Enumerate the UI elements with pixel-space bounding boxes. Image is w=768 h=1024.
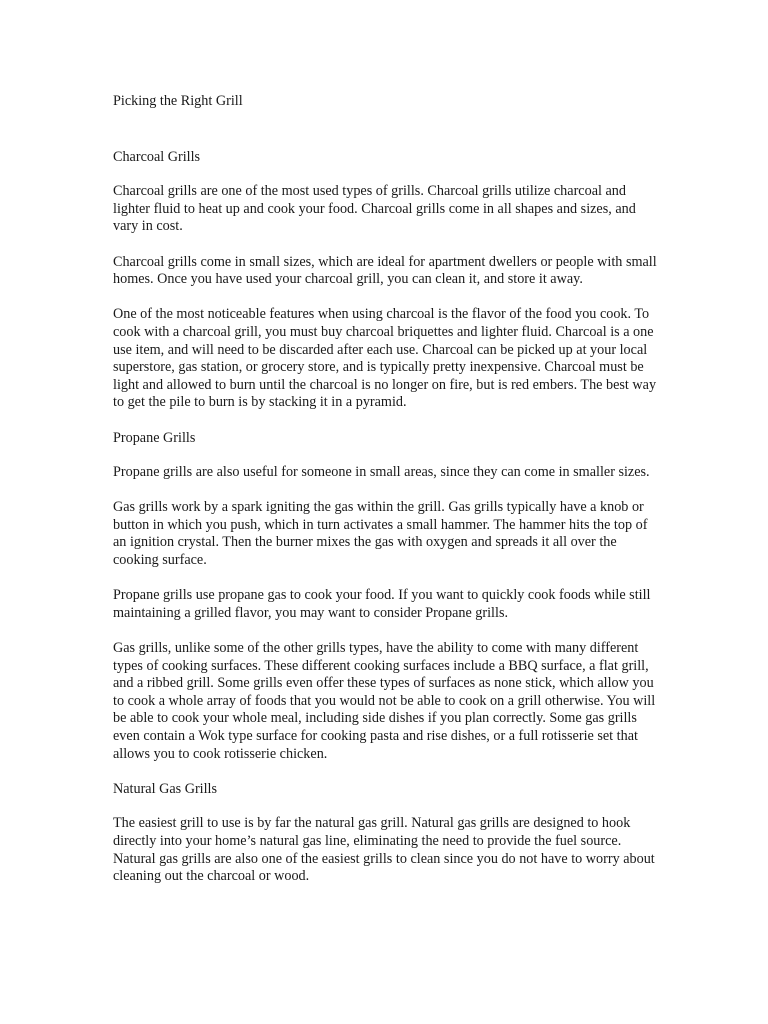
paragraph: Propane grills are also useful for someone in small areas, since they can come in smaller sizes. [113, 464, 650, 481]
section-natural-gas-grills [113, 781, 658, 886]
section-propane-grills [113, 430, 658, 764]
section-heading: Propane Grills [113, 429, 196, 446]
document-page [113, 93, 658, 903]
paragraph: One of the most noticeable features when using charcoal is the flavor of the food you cook. To cook with a charcoal grill, you must buy charcoal briquettes and lighter fluid. Charcoal is a one use item, and will need to be discarded after each use. Charcoal can be picked up at your local superstore, gas station, or grocery store, and is typically pretty inexpensive. Charcoal must be light and allowed to burn until the charcoal is no longer on fire, but is red embers. The best way to get the pile to burn is by stacking it in a pyramid. [113, 306, 657, 411]
section-charcoal-grills [113, 149, 658, 412]
paragraph: Charcoal grills come in small sizes, which are ideal for apartment dwellers or people with small homes. Once you have used your charcoal grill, you can clean it, and store it away. [113, 253, 657, 288]
document-title: Picking the Right Grill [113, 93, 243, 109]
paragraph: The easiest grill to use is by far the natural gas grill. Natural gas grills are designed to hook directly into your home’s natural gas line, eliminating the need to provide the fuel source. Natural gas grills are also one of the easiest grills to clean since you do not have to worry about cleaning out the charcoal or wood. [113, 815, 655, 885]
paragraph: Propane grills use propane gas to cook your food. If you want to quickly cook foods while still maintaining a grilled flavor, you may want to consider Propane grills. [113, 587, 651, 621]
paragraph: Gas grills, unlike some of the other grills types, have the ability to come with many different types of cooking surfaces. These different cooking surfaces include a BBQ surface, a flat grill, and a ribbed grill. Some grills even offer these types of surfaces as none stick, which allow you to cook a whole array of foods that you would not be able to cook on a grill otherwise. You will be able to cook your whole meal, including side dishes if you plan correctly. Some gas grills even contain a Wok type surface for cooking pasta and rise dishes, or a full rotisserie set that allows you to cook rotisserie chicken. [113, 640, 656, 762]
paragraph: Gas grills work by a spark igniting the gas within the grill. Gas grills typically have a knob or button in which you push, which in turn activates a small hammer. The hammer hits the top of an ignition crystal. Then the burner mixes the gas with oxygen and spreads it all over the cooking surface. [113, 499, 648, 569]
section-heading: Charcoal Grills [113, 148, 201, 165]
paragraph: Charcoal grills are one of the most used types of grills. Charcoal grills utilize charcoal and lighter fluid to heat up and cook your food. Charcoal grills come in all shapes and sizes, and vary in cost. [113, 183, 636, 235]
section-heading: Natural Gas Grills [113, 780, 218, 797]
